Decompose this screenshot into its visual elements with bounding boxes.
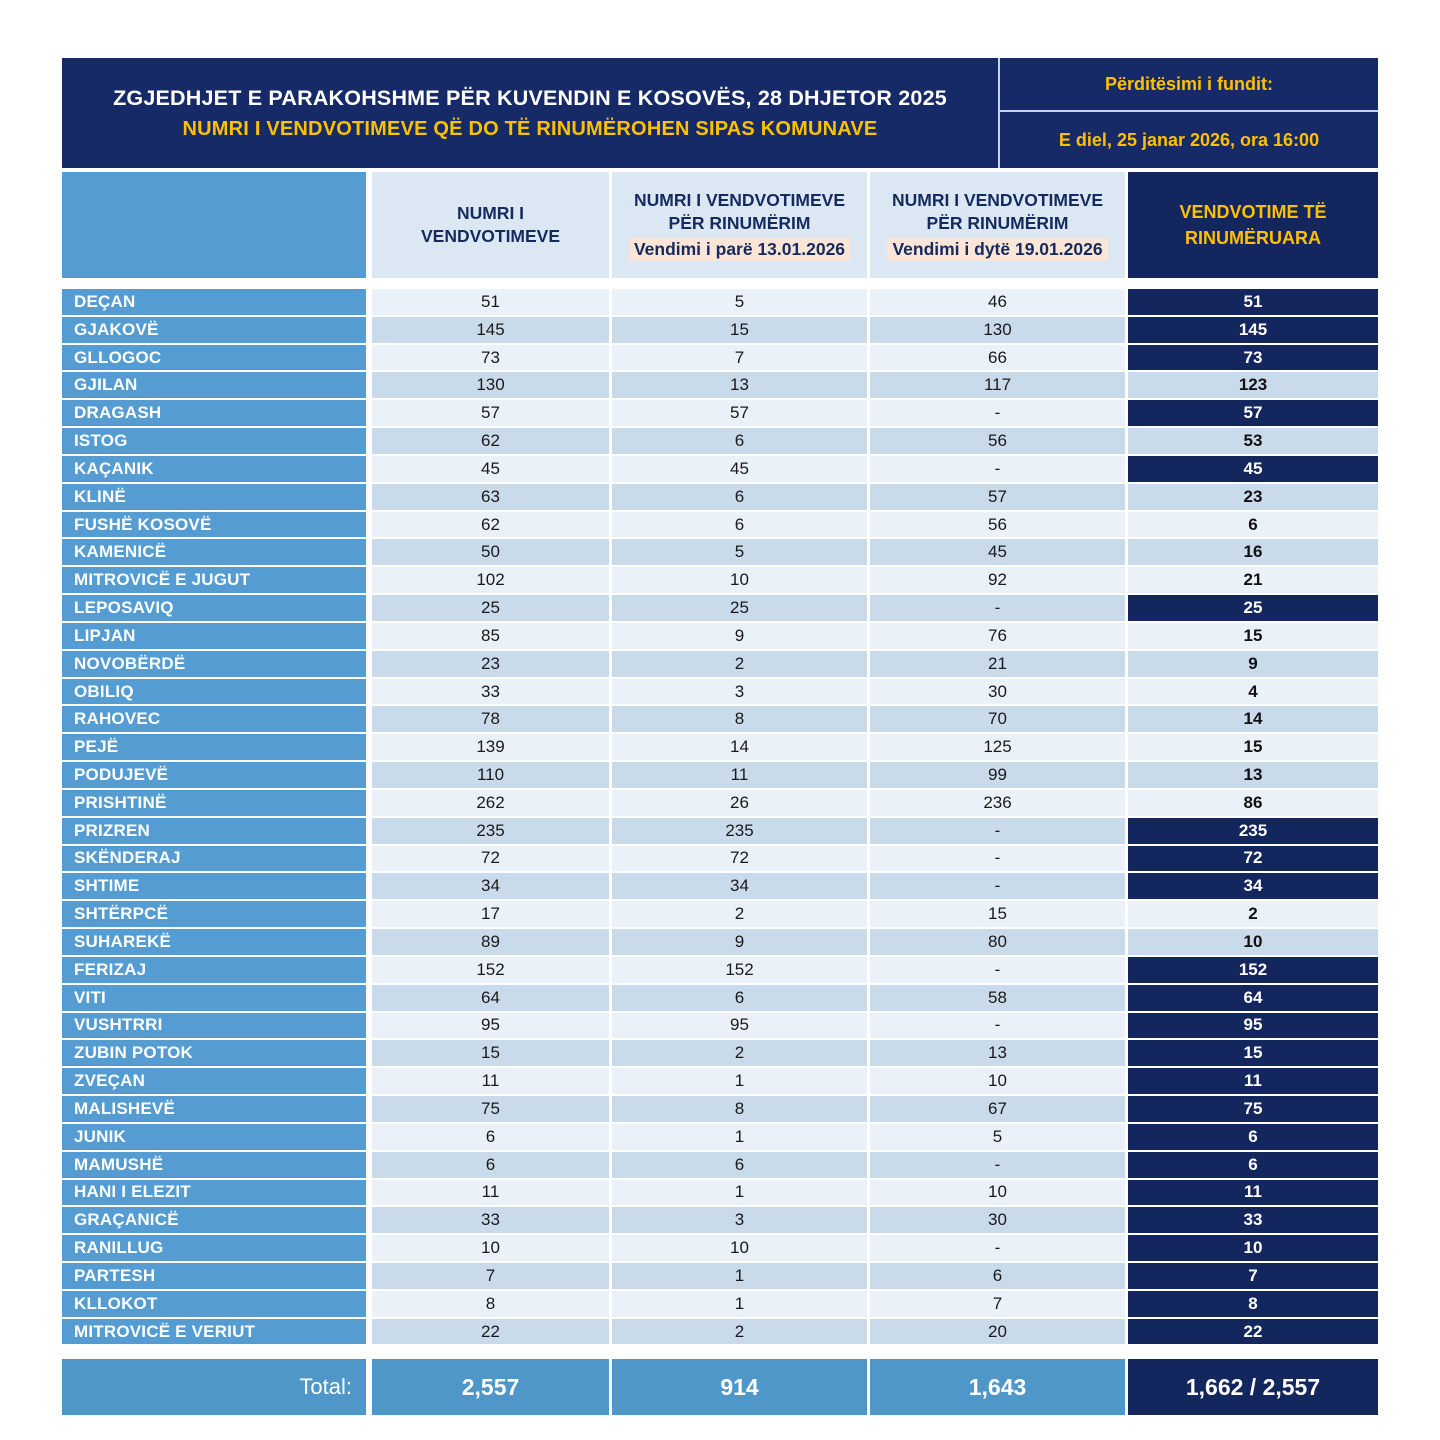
total-polling-stations-value: 8 — [372, 1291, 612, 1319]
column-header-row — [62, 172, 1378, 278]
recounted-value: 2 — [1128, 901, 1378, 929]
table-row — [62, 873, 1378, 901]
first-decision-value: 7 — [612, 345, 870, 373]
table-row — [62, 567, 1378, 595]
second-decision-value: 125 — [870, 734, 1128, 762]
second-decision-value: - — [870, 818, 1128, 846]
column-header-line: NUMRI I — [456, 202, 525, 223]
second-decision-value: 30 — [870, 1207, 1128, 1235]
report-subtitle: NUMRI I VENDVOTIMEVE QË DO TË RINUMËROHEN SIPAS KOMUNAVE — [182, 117, 878, 140]
municipality-name: VUSHTRRI — [62, 1013, 372, 1041]
first-decision-value: 2 — [612, 901, 870, 929]
first-decision-value: 14 — [612, 734, 870, 762]
column-header-total-polling-stations — [372, 172, 612, 278]
total-recounted-sum: 1,662 / 2,557 — [1128, 1359, 1378, 1415]
second-decision-value: 21 — [870, 651, 1128, 679]
table-row — [62, 1263, 1378, 1291]
municipality-name: PODUJEVË — [62, 762, 372, 790]
last-update-block — [1000, 58, 1378, 168]
recounted-value: 123 — [1128, 372, 1378, 400]
recounted-value: 7 — [1128, 1263, 1378, 1291]
total-polling-stations-value: 102 — [372, 567, 612, 595]
recounted-value: 15 — [1128, 623, 1378, 651]
recounted-value: 16 — [1128, 539, 1378, 567]
second-decision-value: - — [870, 957, 1128, 985]
total-polling-stations-value: 73 — [372, 345, 612, 373]
recounted-value: 10 — [1128, 929, 1378, 957]
recounted-value: 10 — [1128, 1235, 1378, 1263]
table-row — [62, 1180, 1378, 1208]
second-decision-value: - — [870, 1152, 1128, 1180]
table-row — [62, 762, 1378, 790]
first-decision-value: 6 — [612, 512, 870, 540]
second-decision-value: 7 — [870, 1291, 1128, 1319]
first-decision-value: 15 — [612, 317, 870, 345]
table-row — [62, 372, 1378, 400]
first-decision-value: 2 — [612, 651, 870, 679]
municipality-name: NOVOBËRDË — [62, 651, 372, 679]
column-header-second-decision — [870, 172, 1128, 278]
total-polling-stations-value: 17 — [372, 901, 612, 929]
first-decision-value: 6 — [612, 1152, 870, 1180]
total-polling-stations-value: 262 — [372, 790, 612, 818]
second-decision-value: 56 — [870, 428, 1128, 456]
first-decision-value: 6 — [612, 985, 870, 1013]
table-row — [62, 1235, 1378, 1263]
column-header-line: PËR RINUMËRIM — [926, 212, 1069, 233]
total-second-decision-sum: 1,643 — [870, 1359, 1128, 1415]
title-banner — [62, 58, 1378, 168]
total-polling-stations-value: 34 — [372, 873, 612, 901]
first-decision-value: 3 — [612, 1207, 870, 1235]
table-row — [62, 1152, 1378, 1180]
recount-report — [62, 58, 1378, 1415]
recounted-value: 86 — [1128, 790, 1378, 818]
recounted-value: 22 — [1128, 1319, 1378, 1347]
column-header-line: NUMRI I VENDVOTIMEVE — [892, 189, 1103, 210]
municipality-name: SHTËRPCË — [62, 901, 372, 929]
first-decision-value: 10 — [612, 1235, 870, 1263]
recounted-value: 15 — [1128, 734, 1378, 762]
second-decision-value: 130 — [870, 317, 1128, 345]
first-decision-value: 34 — [612, 873, 870, 901]
first-decision-value: 1 — [612, 1124, 870, 1152]
table-row — [62, 484, 1378, 512]
first-decision-value: 6 — [612, 428, 870, 456]
recounted-value: 9 — [1128, 651, 1378, 679]
total-polling-stations-value: 152 — [372, 957, 612, 985]
total-first-decision-sum: 914 — [612, 1359, 870, 1415]
first-decision-value: 25 — [612, 595, 870, 623]
total-polling-stations-value: 11 — [372, 1180, 612, 1208]
column-header-line: VENDVOTIMEVE — [420, 226, 561, 246]
municipality-name: PRIZREN — [62, 818, 372, 846]
table-row — [62, 345, 1378, 373]
recounted-value: 64 — [1128, 985, 1378, 1013]
total-polling-stations-value: 33 — [372, 679, 612, 707]
table-row — [62, 651, 1378, 679]
second-decision-value: 6 — [870, 1263, 1128, 1291]
total-polling-stations-value: 110 — [372, 762, 612, 790]
first-decision-value: 1 — [612, 1068, 870, 1096]
total-polling-stations-value: 62 — [372, 512, 612, 540]
total-polling-stations-value: 139 — [372, 734, 612, 762]
second-decision-value: 76 — [870, 623, 1128, 651]
second-decision-value: 117 — [870, 372, 1128, 400]
second-decision-value: 13 — [870, 1040, 1128, 1068]
second-decision-value: 236 — [870, 790, 1128, 818]
first-decision-value: 9 — [612, 929, 870, 957]
first-decision-value: 57 — [612, 400, 870, 428]
total-polling-stations-value: 62 — [372, 428, 612, 456]
total-polling-stations-value: 75 — [372, 1096, 612, 1124]
total-polling-stations-value: 7 — [372, 1263, 612, 1291]
column-header-line: NUMRI I VENDVOTIMEVE — [634, 189, 845, 210]
second-decision-value: 99 — [870, 762, 1128, 790]
recounted-value: 75 — [1128, 1096, 1378, 1124]
table-row — [62, 790, 1378, 818]
table-row — [62, 1319, 1378, 1347]
recounted-value: 34 — [1128, 873, 1378, 901]
municipality-name: KLLOKOT — [62, 1291, 372, 1319]
recounted-value: 21 — [1128, 567, 1378, 595]
first-decision-value: 13 — [612, 372, 870, 400]
municipality-name: KAMENICË — [62, 539, 372, 567]
total-polling-stations-value: 95 — [372, 1013, 612, 1041]
total-polling-stations-value: 33 — [372, 1207, 612, 1235]
column-header-line: PËR RINUMËRIM — [668, 212, 811, 233]
column-header-line: VENDVOTIME TË — [1179, 201, 1327, 222]
table-row — [62, 1096, 1378, 1124]
municipality-name: OBILIQ — [62, 679, 372, 707]
recounted-value: 11 — [1128, 1068, 1378, 1096]
recounted-value: 13 — [1128, 762, 1378, 790]
total-polling-stations-value: 10 — [372, 1235, 612, 1263]
first-decision-value: 72 — [612, 846, 870, 874]
second-decision-value: 67 — [870, 1096, 1128, 1124]
second-decision-value: 58 — [870, 985, 1128, 1013]
second-decision-value: 45 — [870, 539, 1128, 567]
table-row — [62, 400, 1378, 428]
total-polling-stations-value: 235 — [372, 818, 612, 846]
table-row — [62, 289, 1378, 317]
second-decision-value: 66 — [870, 345, 1128, 373]
recounted-value: 73 — [1128, 345, 1378, 373]
recounted-value: 23 — [1128, 484, 1378, 512]
total-polling-stations-value: 45 — [372, 456, 612, 484]
total-polling-stations-value: 89 — [372, 929, 612, 957]
total-polling-stations-value: 15 — [372, 1040, 612, 1068]
report-title: ZGJEDHJET E PARAKOHSHME PËR KUVENDIN E KOSOVËS, 28 DHJETOR 2025 — [113, 85, 947, 110]
municipality-name: MITROVICË E VERIUT — [62, 1319, 372, 1347]
table-row — [62, 428, 1378, 456]
second-decision-value: - — [870, 1235, 1128, 1263]
municipality-name: FUSHË KOSOVË — [62, 512, 372, 540]
first-decision-value: 152 — [612, 957, 870, 985]
first-decision-value: 3 — [612, 679, 870, 707]
municipality-name: KAÇANIK — [62, 456, 372, 484]
total-polling-stations-value: 22 — [372, 1319, 612, 1347]
municipality-name: GJAKOVË — [62, 317, 372, 345]
municipality-name: MAMUSHË — [62, 1152, 372, 1180]
table-row — [62, 679, 1378, 707]
municipality-name: ISTOG — [62, 428, 372, 456]
table-row — [62, 1068, 1378, 1096]
first-decision-value: 8 — [612, 1096, 870, 1124]
second-decision-value: - — [870, 846, 1128, 874]
recounted-value: 6 — [1128, 512, 1378, 540]
first-decision-value: 11 — [612, 762, 870, 790]
recounted-value: 14 — [1128, 706, 1378, 734]
second-decision-value: 92 — [870, 567, 1128, 595]
recounted-value: 235 — [1128, 818, 1378, 846]
last-update-label: Përditësimi i fundit: — [1000, 58, 1378, 112]
second-decision-value: 57 — [870, 484, 1128, 512]
total-polling-stations-value: 85 — [372, 623, 612, 651]
first-decision-value: 95 — [612, 1013, 870, 1041]
recounted-value: 33 — [1128, 1207, 1378, 1235]
municipality-name: JUNIK — [62, 1124, 372, 1152]
column-header-municipality — [62, 172, 372, 278]
table-row — [62, 623, 1378, 651]
table-row — [62, 1040, 1378, 1068]
municipality-name: FERIZAJ — [62, 957, 372, 985]
first-decision-value: 1 — [612, 1263, 870, 1291]
table-row — [62, 539, 1378, 567]
municipality-name: SHTIME — [62, 873, 372, 901]
second-decision-value: - — [870, 400, 1128, 428]
column-header-line: RINUMËRUARA — [1185, 228, 1321, 248]
recounted-value: 145 — [1128, 317, 1378, 345]
recounted-value: 53 — [1128, 428, 1378, 456]
municipality-table-body — [62, 289, 1378, 1346]
first-decision-value: 10 — [612, 567, 870, 595]
table-row — [62, 595, 1378, 623]
total-polling-stations-value: 23 — [372, 651, 612, 679]
total-polling-stations-value: 50 — [372, 539, 612, 567]
table-row — [62, 456, 1378, 484]
municipality-name: GJILAN — [62, 372, 372, 400]
municipality-name: ZVEÇAN — [62, 1068, 372, 1096]
second-decision-value: 30 — [870, 679, 1128, 707]
recounted-value: 25 — [1128, 595, 1378, 623]
municipality-name: SKËNDERAJ — [62, 846, 372, 874]
total-polling-stations-value: 64 — [372, 985, 612, 1013]
recounted-value: 57 — [1128, 400, 1378, 428]
recounted-value: 8 — [1128, 1291, 1378, 1319]
recounted-value: 4 — [1128, 679, 1378, 707]
municipality-name: VITI — [62, 985, 372, 1013]
second-decision-date: Vendimi i dytë 19.01.2026 — [887, 238, 1107, 261]
municipality-name: MITROVICË E JUGUT — [62, 567, 372, 595]
municipality-name: DEÇAN — [62, 289, 372, 317]
total-polling-stations-value: 145 — [372, 317, 612, 345]
first-decision-value: 1 — [612, 1180, 870, 1208]
table-row — [62, 317, 1378, 345]
second-decision-value: 20 — [870, 1319, 1128, 1347]
municipality-name: LEPOSAVIQ — [62, 595, 372, 623]
total-row — [62, 1359, 1378, 1415]
second-decision-value: 5 — [870, 1124, 1128, 1152]
recounted-value: 11 — [1128, 1180, 1378, 1208]
second-decision-value: - — [870, 1013, 1128, 1041]
table-row — [62, 957, 1378, 985]
second-decision-value: - — [870, 595, 1128, 623]
total-polling-stations-value: 57 — [372, 400, 612, 428]
total-label: Total: — [62, 1359, 372, 1415]
recounted-value: 6 — [1128, 1152, 1378, 1180]
total-polling-stations-value: 78 — [372, 706, 612, 734]
municipality-name: DRAGASH — [62, 400, 372, 428]
total-polling-stations-value: 11 — [372, 1068, 612, 1096]
table-row — [62, 512, 1378, 540]
table-row — [62, 1013, 1378, 1041]
second-decision-value: 70 — [870, 706, 1128, 734]
municipality-name: ZUBIN POTOK — [62, 1040, 372, 1068]
first-decision-value: 5 — [612, 539, 870, 567]
first-decision-value: 2 — [612, 1040, 870, 1068]
first-decision-date: Vendimi i parë 13.01.2026 — [629, 238, 850, 261]
total-polling-stations-value: 72 — [372, 846, 612, 874]
second-decision-value: - — [870, 456, 1128, 484]
recounted-value: 6 — [1128, 1124, 1378, 1152]
table-row — [62, 929, 1378, 957]
total-polling-stations-value: 25 — [372, 595, 612, 623]
second-decision-value: 46 — [870, 289, 1128, 317]
municipality-name: RAHOVEC — [62, 706, 372, 734]
first-decision-value: 5 — [612, 289, 870, 317]
municipality-name: KLINË — [62, 484, 372, 512]
recounted-value: 45 — [1128, 456, 1378, 484]
total-polling-stations-value: 6 — [372, 1152, 612, 1180]
recounted-value: 51 — [1128, 289, 1378, 317]
total-polling-stations-value: 6 — [372, 1124, 612, 1152]
total-polling-stations-value: 51 — [372, 289, 612, 317]
second-decision-value: 80 — [870, 929, 1128, 957]
total-polling-stations-sum: 2,557 — [372, 1359, 612, 1415]
title-block — [62, 58, 1000, 168]
table-row — [62, 901, 1378, 929]
recounted-value: 15 — [1128, 1040, 1378, 1068]
municipality-name: PEJË — [62, 734, 372, 762]
municipality-name: RANILLUG — [62, 1235, 372, 1263]
municipality-name: PARTESH — [62, 1263, 372, 1291]
second-decision-value: 10 — [870, 1180, 1128, 1208]
table-row — [62, 706, 1378, 734]
total-polling-stations-value: 63 — [372, 484, 612, 512]
table-row — [62, 1291, 1378, 1319]
first-decision-value: 26 — [612, 790, 870, 818]
column-header-first-decision — [612, 172, 870, 278]
first-decision-value: 1 — [612, 1291, 870, 1319]
second-decision-value: 56 — [870, 512, 1128, 540]
table-row — [62, 1124, 1378, 1152]
recounted-value: 95 — [1128, 1013, 1378, 1041]
second-decision-value: 10 — [870, 1068, 1128, 1096]
last-update-value: E diel, 25 janar 2026, ora 16:00 — [1058, 129, 1320, 150]
table-row — [62, 1207, 1378, 1235]
municipality-name: HANI I ELEZIT — [62, 1180, 372, 1208]
municipality-name: MALISHEVË — [62, 1096, 372, 1124]
municipality-name: GLLOGOC — [62, 345, 372, 373]
municipality-name: PRISHTINË — [62, 790, 372, 818]
municipality-name: SUHAREKË — [62, 929, 372, 957]
municipality-name: GRAÇANICË — [62, 1207, 372, 1235]
column-header-recounted — [1128, 172, 1378, 278]
table-row — [62, 846, 1378, 874]
table-row — [62, 985, 1378, 1013]
first-decision-value: 8 — [612, 706, 870, 734]
second-decision-value: - — [870, 873, 1128, 901]
table-row — [62, 734, 1378, 762]
table-row — [62, 818, 1378, 846]
first-decision-value: 9 — [612, 623, 870, 651]
recounted-value: 152 — [1128, 957, 1378, 985]
first-decision-value: 235 — [612, 818, 870, 846]
recounted-value: 72 — [1128, 846, 1378, 874]
total-polling-stations-value: 130 — [372, 372, 612, 400]
first-decision-value: 45 — [612, 456, 870, 484]
second-decision-value: 15 — [870, 901, 1128, 929]
municipality-name: LIPJAN — [62, 623, 372, 651]
first-decision-value: 6 — [612, 484, 870, 512]
first-decision-value: 2 — [612, 1319, 870, 1347]
